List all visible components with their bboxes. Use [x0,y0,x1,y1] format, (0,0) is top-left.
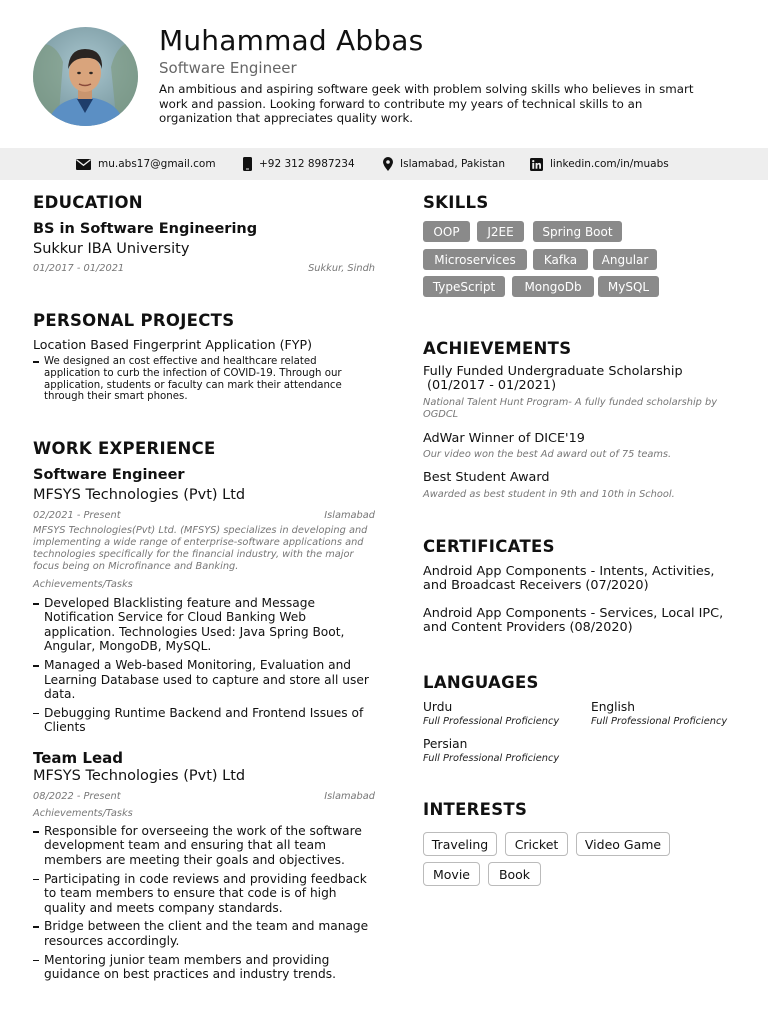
job-position: Software Engineer [33,467,185,483]
language-level: Full Professional Proficiency [591,716,728,727]
projects-title: PERSONAL PROJECTS [33,311,235,330]
job-tasks-label: Achievements/Tasks [33,808,133,819]
candidate-role: Software Engineer [159,59,297,77]
interest-tag: Traveling [423,832,497,856]
job-company: MFSYS Technologies (Pvt) Ltd [33,768,246,784]
contact-phone[interactable] [243,148,355,180]
job-bullets [33,824,375,986]
certificate-item: Android App Components - Services, Local IPC, and Content Providers (08/2020) [423,606,724,636]
achievement-description: National Talent Hunt Program- A fully funded scholarship by OGDCL [423,397,718,420]
interest-tag: Cricket [505,832,568,856]
interest-tag: Movie [423,862,480,886]
contact-email[interactable] [76,148,216,180]
job-bullets [33,596,375,739]
job-bullet: Debugging Runtime Backend and Frontend Issues of Clients [33,706,375,735]
project-bullets [33,356,355,403]
job-bullet: Managed a Web-based Monitoring, Evaluation and Learning Database used to capture and store all user data. [33,658,375,701]
job-bullet: Mentoring junior team members and providing guidance on best practices and industry trends. [33,953,375,982]
linkedin-icon [530,158,543,171]
job-place: Islamabad [324,791,375,802]
education-degree: BS in Software Engineering [33,221,258,237]
job-position: Team Lead [33,749,123,767]
contact-linkedin-text: linkedin.com/in/muabs [550,158,669,170]
languages-title: LANGUAGES [423,673,539,692]
job-bullet: Developed Blacklisting feature and Message Notification Service for Cloud Banking Web application. Technologies Used: Java Spring Boot, Angular, MongoDB, MySQL. [33,596,375,654]
achievement-description: Awarded as best student in 9th and 10th in School. [423,489,675,500]
skill-tag: Angular [593,249,657,270]
interests-title: INTERESTS [423,800,528,819]
candidate-name: Muhammad Abbas [159,24,424,57]
project-bullet: We designed an cost effective and healthcare related application to curb the infection of COVID-19. Through our application, students or faculty can mark their attendance through their smart phones. [33,356,355,403]
language-level: Full Professional Proficiency [423,753,560,764]
job-place: Islamabad [324,510,375,521]
education-school: Sukkur IBA University [33,241,190,257]
contact-location [383,148,505,180]
certificates-title: CERTIFICATES [423,537,555,556]
job-description: MFSYS Technologies(Pvt) Ltd. (MFSYS) specializes in developing and implementing a wide range of enterprise-software applications and technologies specifically for the financial industry, with the major focus being on Microfinance and Banking. [33,525,368,572]
skill-tag: Kafka [533,249,588,270]
contact-email-text: mu.abs17@gmail.com [98,158,216,170]
job-tasks-label: Achievements/Tasks [33,579,133,590]
summary-text: An ambitious and aspiring software geek with problem solving skills who believes in smart work and passion. Looking forward to contribute my years of technical skills to an organization that appreciates quality work. [159,82,694,126]
interest-tag: Video Game [576,832,670,856]
phone-icon [243,157,252,171]
contact-linkedin[interactable] [530,148,669,180]
job-dates: 02/2021 - Present [33,510,121,521]
achievement-dates: (01/2017 - 01/2021) [427,378,557,393]
education-place: Sukkur, Sindh [308,263,375,274]
contact-phone-text: +92 312 8987234 [259,158,355,170]
profile-photo [33,27,138,126]
achievement-description: Our video won the best Ad award out of 75 teams. [423,449,672,460]
language-level: Full Professional Proficiency [423,716,560,727]
interest-tag: Book [488,862,541,886]
job-company: MFSYS Technologies (Pvt) Ltd [33,487,246,503]
map-pin-icon [383,157,393,171]
skill-tag: OOP [423,221,470,242]
language-name: English [591,700,636,714]
certificate-item: Android App Components - Intents, Activities, and Broadcast Receivers (07/2020) [423,564,715,594]
profile-photo-illustration [33,27,138,126]
achievements-title: ACHIEVEMENTS [423,339,572,358]
education-dates: 01/2017 - 01/2021 [33,263,125,274]
achievement-name: Fully Funded Undergraduate Scholarship [423,364,683,379]
language-name: Urdu [423,700,453,714]
skill-tag: Spring Boot [533,221,622,242]
job-dates: 08/2022 - Present [33,791,121,802]
skill-tag: MySQL [598,276,659,297]
education-title: EDUCATION [33,193,143,212]
job-bullet: Participating in code reviews and providing feedback to team members to ensure that code is of high quality and meets company standards. [33,872,375,915]
language-name: Persian [423,737,468,751]
skill-tag: J2EE [477,221,524,242]
project-name: Location Based Fingerprint Application (FYP) [33,337,312,352]
skill-tag: Microservices [423,249,527,270]
envelope-icon [76,159,91,170]
achievement-name: AdWar Winner of DICE'19 [423,431,585,446]
contact-location-text: Islamabad, Pakistan [400,158,505,170]
contact-bar [0,148,768,180]
skill-tag: TypeScript [423,276,505,297]
job-bullet: Bridge between the client and the team and manage resources accordingly. [33,919,375,948]
skills-title: SKILLS [423,193,489,212]
skill-tag: MongoDb [512,276,594,297]
job-bullet: Responsible for overseeing the work of the software development team and ensuring that all team members are meeting their goals and objectives. [33,824,375,867]
achievement-name: Best Student Award [423,470,550,485]
work-title: WORK EXPERIENCE [33,439,216,458]
